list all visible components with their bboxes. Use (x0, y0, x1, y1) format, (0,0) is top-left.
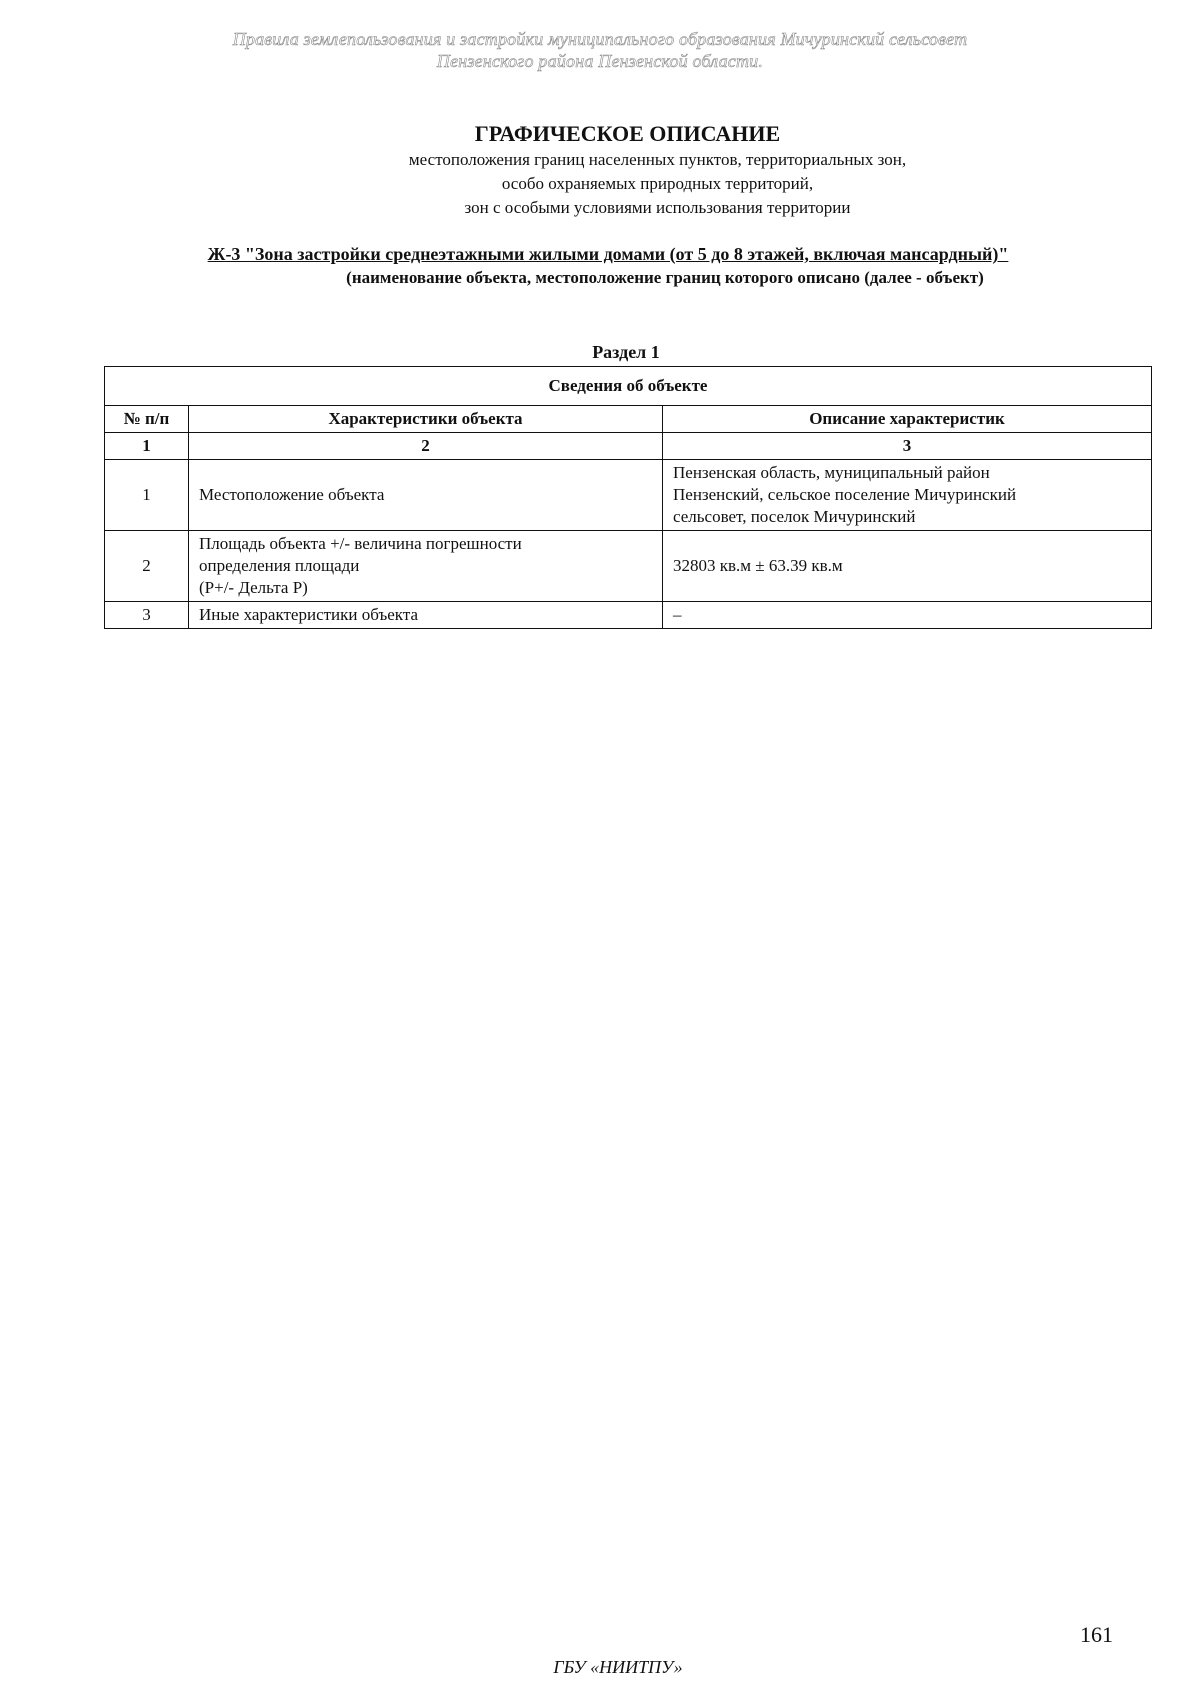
column-number-1: 1 (105, 433, 189, 460)
page-number: 161 (1080, 1622, 1113, 1647)
header-description: Описание характеристик (663, 406, 1152, 433)
title-block (0, 120, 1200, 220)
column-number-3: 3 (663, 433, 1152, 460)
row-number: 1 (105, 460, 189, 531)
running-header-line-1: Правила землепользования и застройки муниципального образования Мичуринский сельсовет (232, 29, 968, 49)
subtitle-line-2: особо охраняемых природных территорий, (501, 174, 814, 193)
subtitle-line-1: местоположения границ населенных пунктов, территориальных зон, (408, 150, 907, 169)
object-block (0, 242, 1200, 290)
running-header (0, 28, 1200, 72)
row-description: – (663, 602, 1152, 629)
table-column-number-row (105, 433, 1152, 460)
row-number: 2 (105, 531, 189, 602)
table-row (105, 460, 1152, 531)
table-caption-row (105, 367, 1152, 406)
row-characteristic: Иные характеристики объекта (189, 602, 663, 629)
column-number-2: 2 (189, 433, 663, 460)
row-description: 32803 кв.м ± 63.39 кв.м (663, 531, 1152, 602)
object-name: Ж-3 "Зона застройки среднеэтажными жилыми домами (от 5 до 8 этажей, включая мансардный)" (207, 244, 1009, 264)
object-info-table (104, 366, 1152, 629)
table-row (105, 602, 1152, 629)
subtitle-line-3: зон с особыми условиями использования территории (464, 198, 851, 217)
row-characteristic: Местоположение объекта (189, 460, 663, 531)
object-caption: (наименование объекта, местоположение границ которого описано (далее - объект) (346, 268, 984, 287)
table-header-row (105, 406, 1152, 433)
table-row (105, 531, 1152, 602)
section-title: Раздел 1 (592, 342, 660, 362)
table-caption: Сведения об объекте (105, 367, 1152, 406)
header-number: № п/п (105, 406, 189, 433)
running-header-line-2: Пензенского района Пензенской области. (436, 51, 764, 71)
row-description: Пензенская область, муниципальный район Пензенский, сельское поселение Мичуринский сельсовет, поселок Мичуринский (663, 460, 1152, 531)
header-characteristic: Характеристики объекта (189, 406, 663, 433)
footer-organization: ГБУ «НИИТПУ» (553, 1657, 683, 1677)
document-title: ГРАФИЧЕСКОЕ ОПИСАНИЕ (474, 121, 781, 146)
row-characteristic: Площадь объекта +/- величина погрешности определения площади (P+/- Дельта P) (189, 531, 663, 602)
row-number: 3 (105, 602, 189, 629)
